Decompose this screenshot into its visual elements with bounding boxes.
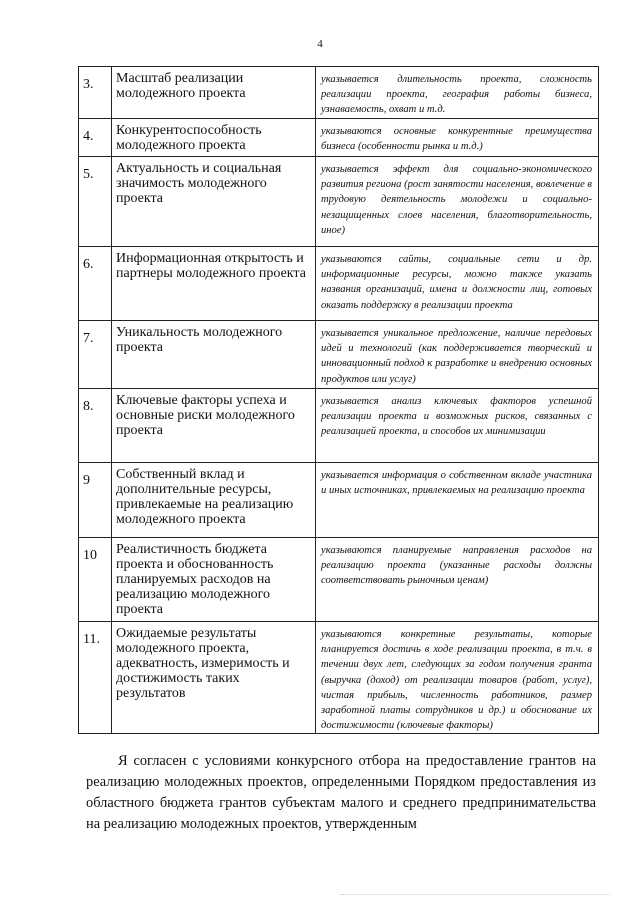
table-row (79, 67, 599, 119)
criterion-description: указываются сайты, социальные сети и др. информационные ресурсы, можно также указать названия организаций, имена и должности лиц, готовых оказать поддержку в реализации проекта (316, 247, 599, 321)
scan-artifact (340, 894, 610, 898)
row-number: 8. (79, 389, 112, 463)
criterion-name: Конкурентоспособность молодежного проекта (112, 119, 316, 157)
table-row (79, 538, 599, 622)
table-row (79, 463, 599, 538)
row-number: 7. (79, 321, 112, 389)
criterion-name: Уникальность молодежного проекта (112, 321, 316, 389)
table-row (79, 247, 599, 321)
row-number: 10 (79, 538, 112, 622)
row-number: 11. (79, 622, 112, 734)
table-row (79, 119, 599, 157)
table-row (79, 622, 599, 734)
row-number: 3. (79, 67, 112, 119)
criterion-description: указывается длительность проекта, сложность реализации проекта, география работы бизнеса, узнаваемость, охват и т.д. (316, 67, 599, 119)
table-row (79, 321, 599, 389)
row-number: 9 (79, 463, 112, 538)
criterion-name: Ожидаемые результаты молодежного проекта, адекватность, измеримость и достижимость таких результатов (112, 622, 316, 734)
table-row (79, 389, 599, 463)
row-number: 6. (79, 247, 112, 321)
page-number: 4 (317, 38, 323, 50)
criterion-name: Ключевые факторы успеха и основные риски молодежного проекта (112, 389, 316, 463)
row-number: 5. (79, 157, 112, 247)
criterion-name: Информационная открытость и партнеры молодежного проекта (112, 247, 316, 321)
criterion-name: Актуальность и социальная значимость молодежного проекта (112, 157, 316, 247)
table-row (79, 157, 599, 247)
row-number: 4. (79, 119, 112, 157)
criterion-name: Масштаб реализации молодежного проекта (112, 67, 316, 119)
criterion-description: указывается уникальное предложение, наличие передовых идей и технологий (как поддерживается творческий и инновационный подход к разработке и внедрению основных продуктов или услуг) (316, 321, 599, 389)
criterion-description: указывается анализ ключевых факторов успешной реализации проекта и возможных рисков, связанных с реализацией проекта, и способов их минимизации (316, 389, 599, 463)
agreement-paragraph (86, 751, 596, 835)
criterion-description: указываются основные конкурентные преимущества бизнеса (особенности рынка и т.д.) (316, 119, 599, 157)
criterion-name: Собственный вклад и дополнительные ресурсы, привлекаемые на реализацию молодежного проекта (112, 463, 316, 538)
criterion-description: указываются конкретные результаты, которые планируется достичь в ходе реализации проекта, в т.ч. в течении двух лет, следующих за годом получения гранта (выручка (доход) от реализации товаров (работ, услуг), чистая прибыль, численность работников, размер заработной платы сотрудников и др.) и обоснование их достижимости (ключевые факторы) (316, 622, 599, 734)
criterion-name: Реалистичность бюджета проекта и обоснованность планируемых расходов на реализацию молодежного проекта (112, 538, 316, 622)
criteria-table (78, 66, 599, 734)
criterion-description: указывается информация о собственном вкладе участника и иных источниках, привлекаемых на реализацию проекта (316, 463, 599, 538)
criterion-description: указываются планируемые направления расходов на реализацию проекта (указанные расходы должны соответствовать рыночным ценам) (316, 538, 599, 622)
agreement-text: Я согласен с условиями конкурсного отбора на предоставление грантов на реализацию молодежных проектов, определенными Порядком предоставления из областного бюджета грантов субъектам малого и среднего предпринимательства на реализацию молодежных проектов, утвержденным (86, 753, 596, 832)
criterion-description: указывается эффект для социально-экономического развития региона (рост занятости населения, вовлечение в трудовую деятельность молодежи и социально-незащищенных слоев населения, благотворительность, иное) (316, 157, 599, 247)
